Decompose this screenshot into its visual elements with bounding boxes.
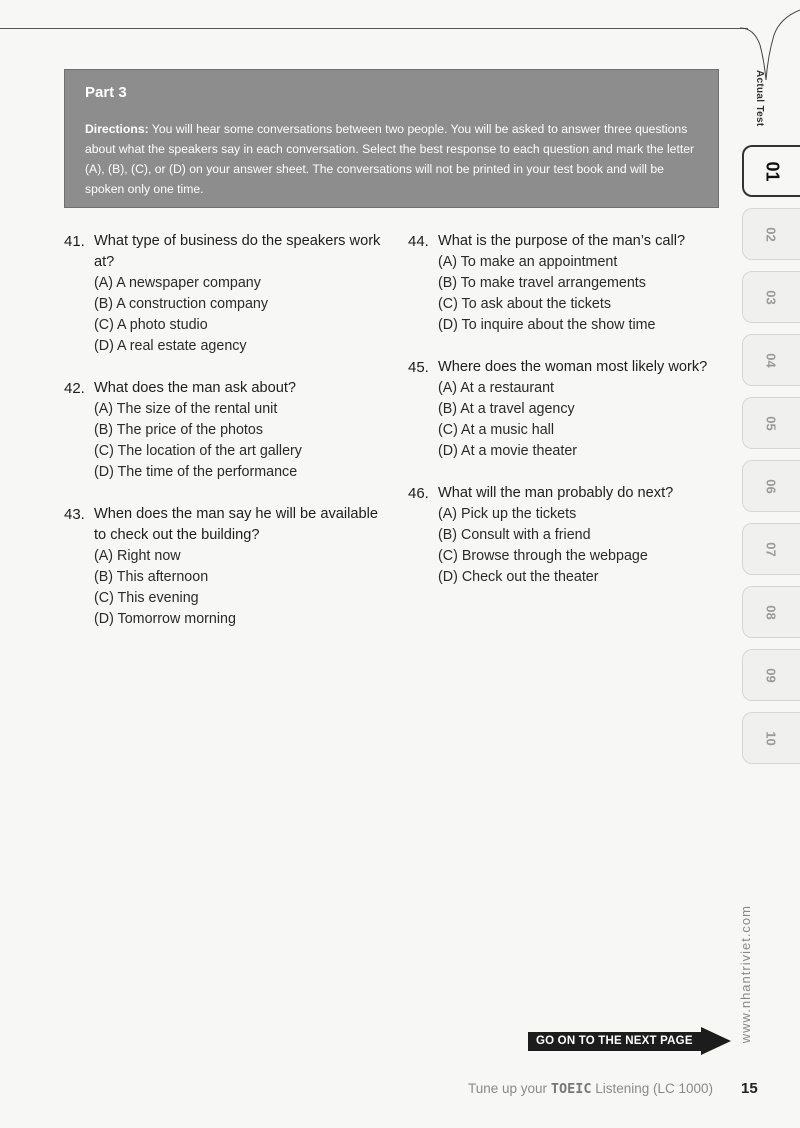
answer-option[interactable]: (B) At a travel agency bbox=[438, 401, 575, 417]
footer-title bbox=[468, 1081, 713, 1097]
question-45 bbox=[408, 357, 738, 462]
answer-option[interactable]: (B) This afternoon bbox=[94, 569, 209, 585]
question-number: 42. bbox=[64, 380, 85, 397]
question-text: What is the purpose of the man’s call? bbox=[438, 233, 686, 249]
answer-option[interactable]: (C) A photo studio bbox=[94, 317, 208, 333]
next-page-label: GO ON TO THE NEXT PAGE bbox=[528, 1032, 701, 1051]
answer-option[interactable]: (D) The time of the performance bbox=[94, 464, 298, 480]
question-42 bbox=[64, 378, 394, 483]
directions-text bbox=[85, 119, 698, 199]
answer-option[interactable]: (A) The size of the rental unit bbox=[94, 401, 278, 417]
part-title: Part 3 bbox=[85, 84, 127, 101]
question-number: 46. bbox=[408, 485, 429, 502]
directions-label: Directions: bbox=[85, 122, 149, 136]
tab-test-09[interactable]: 09 bbox=[742, 649, 800, 701]
question-text: What type of business do the speakers work at? bbox=[94, 233, 381, 270]
question-number: 41. bbox=[64, 233, 85, 250]
question-text: What does the man ask about? bbox=[94, 380, 297, 396]
directions-body: You will hear some conversations between two people. You will be asked to answer three questions about what the speakers say in each conversation. Select the best response to each question and mark the letter (A), (B), (C), or (D) on your answer sheet. The conversations will not be printed in your test book and will be spoken only one time. bbox=[85, 122, 695, 196]
tab-test-02[interactable]: 02 bbox=[742, 208, 800, 260]
question-44 bbox=[408, 231, 738, 336]
tab-test-01[interactable]: 01 bbox=[742, 145, 800, 197]
answer-option[interactable]: (D) A real estate agency bbox=[94, 338, 247, 354]
question-number: 44. bbox=[408, 233, 429, 250]
tab-test-08[interactable]: 08 bbox=[742, 586, 800, 638]
question-46 bbox=[408, 483, 738, 588]
answer-option[interactable]: (A) To make an appointment bbox=[438, 254, 618, 270]
answer-option[interactable]: (B) Consult with a friend bbox=[438, 527, 591, 543]
answer-option[interactable]: (B) To make travel arrangements bbox=[438, 275, 646, 291]
answer-option[interactable]: (D) Check out the theater bbox=[438, 569, 599, 585]
tab-test-06[interactable]: 06 bbox=[742, 460, 800, 512]
questions-left-column bbox=[64, 231, 394, 651]
tab-test-04[interactable]: 04 bbox=[742, 334, 800, 386]
question-43 bbox=[64, 504, 394, 630]
website-url: www.nhantriviet.com bbox=[738, 905, 753, 1044]
answer-option[interactable]: (C) The location of the art gallery bbox=[94, 443, 302, 459]
answer-option[interactable]: (C) Browse through the webpage bbox=[438, 548, 648, 564]
directions-box bbox=[64, 69, 719, 208]
question-number: 45. bbox=[408, 359, 429, 376]
tab-test-03[interactable]: 03 bbox=[742, 271, 800, 323]
footer-suffix: Listening (LC 1000) bbox=[591, 1081, 714, 1096]
question-text: Where does the woman most likely work? bbox=[438, 359, 708, 375]
question-number: 43. bbox=[64, 506, 85, 523]
answer-option[interactable]: (D) At a movie theater bbox=[438, 443, 578, 459]
tab-test-10[interactable]: 10 bbox=[742, 712, 800, 764]
answer-option[interactable]: (B) A construction company bbox=[94, 296, 269, 312]
answer-option[interactable]: (A) A newspaper company bbox=[94, 275, 261, 291]
question-41 bbox=[64, 231, 394, 357]
answer-option[interactable]: (D) To inquire about the show time bbox=[438, 317, 656, 333]
answer-option[interactable]: (B) The price of the photos bbox=[94, 422, 264, 438]
top-rule bbox=[0, 28, 748, 29]
section-label: Actual Test bbox=[754, 70, 765, 127]
footer-brand: TOEIC bbox=[550, 1081, 592, 1097]
question-text: When does the man say he will be available to check out the building? bbox=[94, 506, 378, 543]
answer-option[interactable]: (A) Right now bbox=[94, 548, 181, 564]
question-text: What will the man probably do next? bbox=[438, 485, 674, 501]
answer-option[interactable]: (D) Tomorrow morning bbox=[94, 611, 236, 627]
answer-option[interactable]: (C) To ask about the tickets bbox=[438, 296, 611, 312]
answer-option[interactable]: (C) At a music hall bbox=[438, 422, 554, 438]
answer-option[interactable]: (C) This evening bbox=[94, 590, 199, 606]
tab-test-05[interactable]: 05 bbox=[742, 397, 800, 449]
page-number: 15 bbox=[741, 1080, 758, 1097]
top-curve-ornament bbox=[740, 0, 800, 90]
tab-test-07[interactable]: 07 bbox=[742, 523, 800, 575]
next-page-button[interactable] bbox=[528, 1027, 731, 1055]
test-tabs bbox=[742, 145, 800, 775]
footer-prefix: Tune up your bbox=[468, 1081, 551, 1096]
answer-option[interactable]: (A) Pick up the tickets bbox=[438, 506, 577, 522]
answer-option[interactable]: (A) At a restaurant bbox=[438, 380, 555, 396]
questions-right-column bbox=[408, 231, 738, 609]
arrow-right-icon bbox=[701, 1027, 731, 1055]
